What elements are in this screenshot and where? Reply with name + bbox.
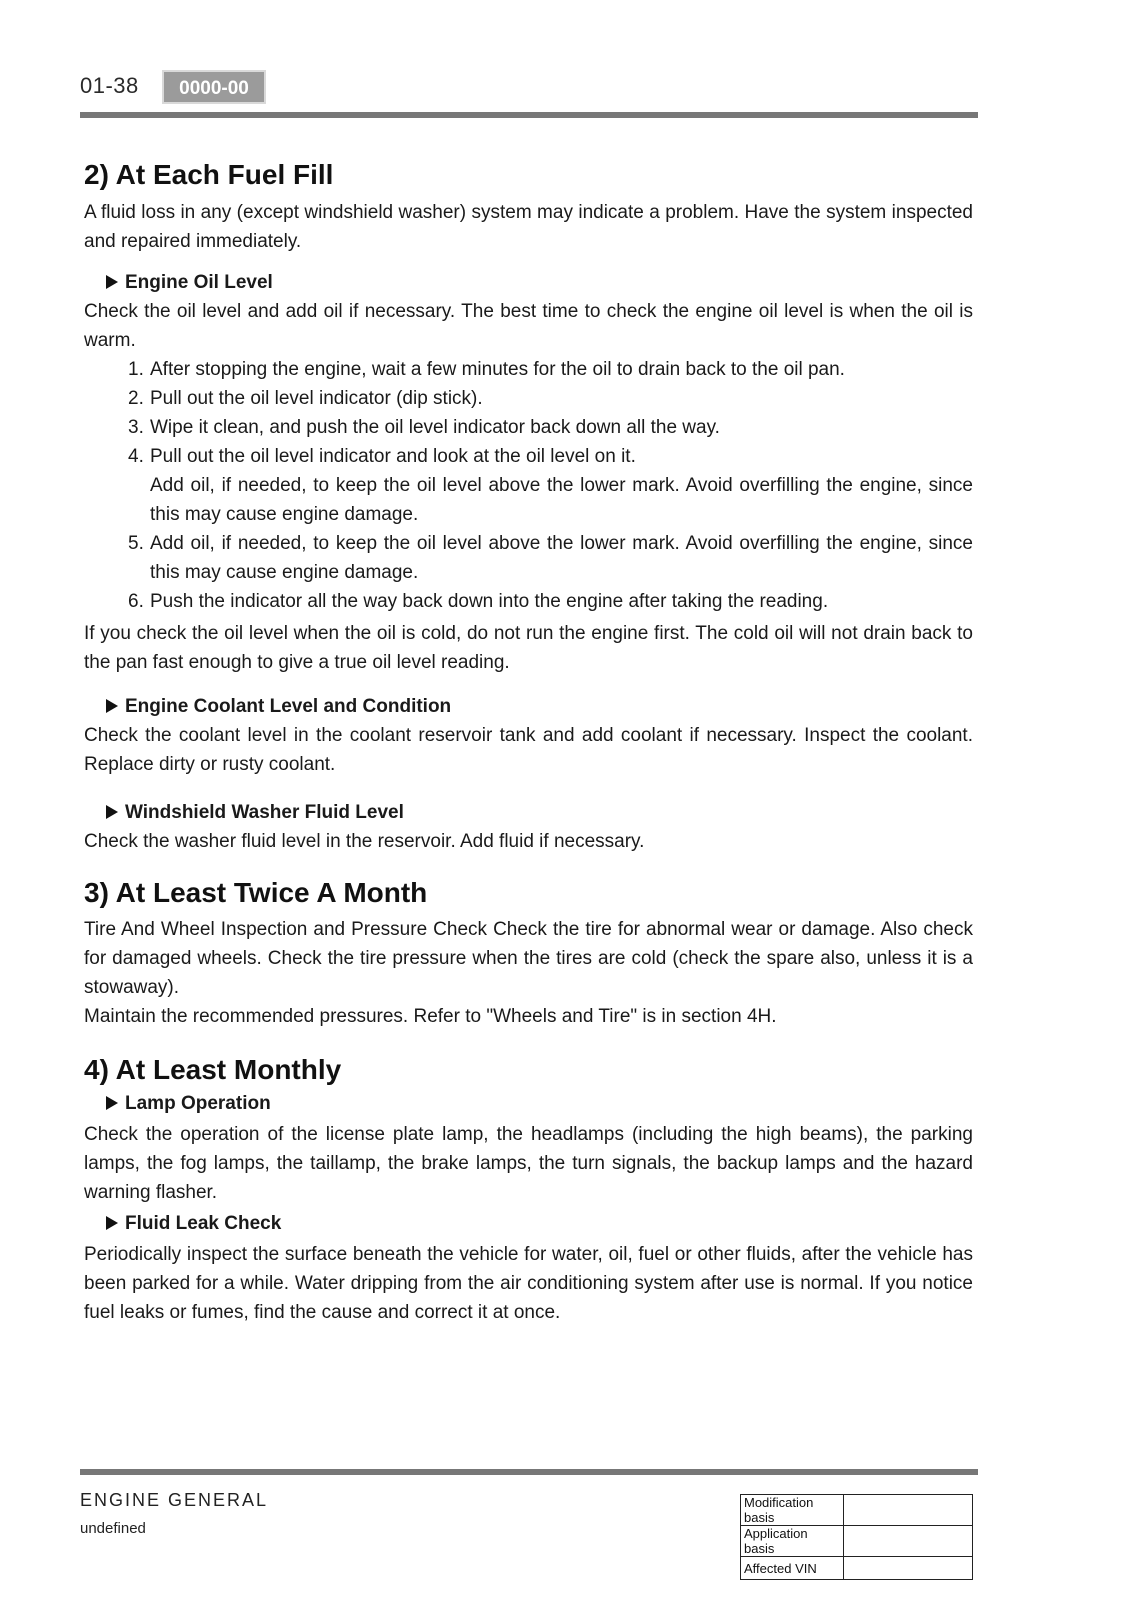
footer-title: ENGINE GENERAL	[80, 1490, 269, 1510]
table-cell-label: Modification basis	[741, 1495, 844, 1526]
oil-cold-note: If you check the oil level when the oil is cold, do not run the engine first. The cold oil will not drain back to the pan fast enough to give a true oil level reading.	[84, 623, 973, 673]
list-item-text: Add oil, if needed, to keep the oil level above the lower mark. Avoid overfilling the engine, since this may cause engine damage.	[150, 475, 973, 525]
list-item-text: Push the indicator all the way back down into the engine after taking the reading.	[150, 591, 829, 612]
table-row	[741, 1557, 973, 1580]
subheading-label: Lamp Operation	[125, 1093, 271, 1114]
list-item-number: 1.	[128, 359, 144, 380]
list-item	[128, 529, 973, 587]
footer-divider	[80, 1469, 978, 1475]
list-item-text: Wipe it clean, and push the oil level indicator back down all the way.	[150, 417, 720, 438]
table-cell-value	[844, 1495, 973, 1526]
subheading-label: Engine Oil Level	[125, 272, 273, 293]
section-title-monthly: 4) At Least Monthly	[84, 1054, 342, 1085]
list-item-number: 5.	[128, 533, 144, 554]
page-number: 01-38	[80, 73, 139, 98]
page-header	[80, 70, 978, 118]
table-cell-value	[844, 1557, 973, 1580]
list-item-number: 2.	[128, 388, 144, 409]
list-item-number: 3.	[128, 417, 144, 438]
table-cell-label: Application basis	[741, 1526, 844, 1557]
subheading-coolant	[84, 692, 973, 721]
subheading-lamp	[84, 1089, 973, 1118]
oil-level-body: Check the oil level and add oil if necessary. The best time to check the engine oil level is when the oil is warm.	[84, 301, 973, 351]
list-item-text: Pull out the oil level indicator and look at the oil level on it.	[150, 446, 636, 467]
triangle-bullet-icon	[106, 1096, 118, 1110]
list-item-text: After stopping the engine, wait a few minutes for the oil to drain back to the oil pan.	[150, 359, 845, 380]
subheading-label: Fluid Leak Check	[125, 1213, 282, 1234]
section-code-badge: 0000-00	[162, 70, 266, 104]
washer-body: Check the washer fluid level in the reservoir. Add fluid if necessary.	[84, 831, 645, 852]
list-item-number: 6.	[128, 591, 144, 612]
list-item-continuation	[150, 471, 973, 529]
fuel-fill-intro: A fluid loss in any (except windshield washer) system may indicate a problem. Have the system inspected and repaired immediately.	[84, 202, 973, 252]
leak-body: Periodically inspect the surface beneath the vehicle for water, oil, fuel or other fluids, after the vehicle has been parked for a while. Water dripping from the air conditioning system after use is normal. If you notice fuel leaks or fumes, find the cause and correct it at once.	[84, 1244, 973, 1323]
header-divider	[80, 112, 978, 118]
list-item	[128, 355, 973, 384]
triangle-bullet-icon	[106, 805, 118, 819]
tire-inspection-body: Tire And Wheel Inspection and Pressure Check Check the tire for abnormal wear or damage. Also check for damaged wheels. Check the tire pressure when the tires are cold (check the spare also, unless it is a stowaway).	[84, 919, 973, 998]
list-item	[128, 413, 973, 442]
footer-subtitle: undefined	[80, 1520, 146, 1537]
subheading-washer	[84, 798, 973, 827]
triangle-bullet-icon	[106, 699, 118, 713]
list-item-text: Add oil, if needed, to keep the oil level above the lower mark. Avoid overfilling the engine, since this may cause engine damage.	[150, 533, 973, 583]
list-item	[128, 384, 973, 413]
list-item	[128, 587, 973, 616]
list-item-text: Pull out the oil level indicator (dip stick).	[150, 388, 483, 409]
oil-steps-list	[84, 355, 973, 616]
modification-table	[740, 1494, 973, 1580]
table-row	[741, 1495, 973, 1526]
list-item	[128, 442, 973, 471]
triangle-bullet-icon	[106, 275, 118, 289]
section-title-twice-month: 3) At Least Twice A Month	[84, 877, 428, 908]
section-title-fuel-fill: 2) At Each Fuel Fill	[84, 159, 334, 190]
table-row	[741, 1526, 973, 1557]
table-cell-label: Affected VIN	[741, 1557, 844, 1580]
table-cell-value	[844, 1526, 973, 1557]
list-item-number: 4.	[128, 446, 144, 467]
tire-pressure-body: Maintain the recommended pressures. Refer to "Wheels and Tire" is in section 4H.	[84, 1006, 777, 1027]
subheading-oil-level	[84, 268, 973, 297]
coolant-body: Check the coolant level in the coolant reservoir tank and add coolant if necessary. Inspect the coolant. Replace dirty or rusty coolant.	[84, 725, 973, 775]
triangle-bullet-icon	[106, 1216, 118, 1230]
subheading-leak	[84, 1209, 973, 1238]
lamp-body: Check the operation of the license plate lamp, the headlamps (including the high beams), the parking lamps, the fog lamps, the taillamp, the brake lamps, the turn signals, the backup lamps and the hazard warning flasher.	[84, 1124, 973, 1203]
page-content	[84, 156, 973, 1327]
subheading-label: Windshield Washer Fluid Level	[125, 802, 404, 823]
subheading-label: Engine Coolant Level and Condition	[125, 696, 452, 717]
